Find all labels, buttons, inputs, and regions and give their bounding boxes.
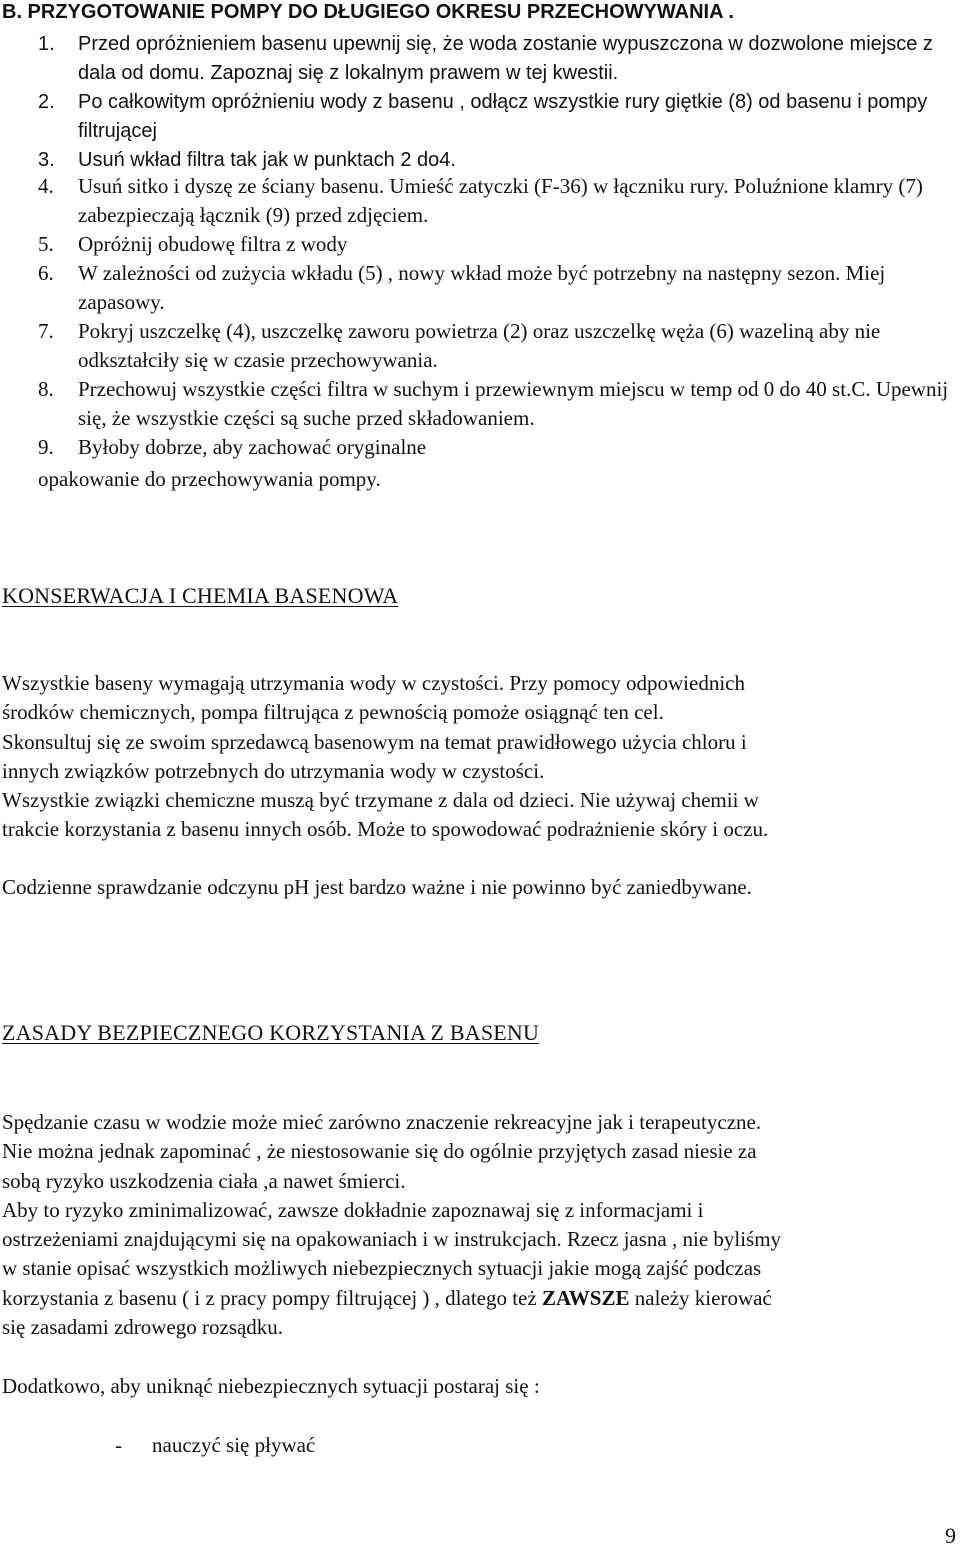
paragraph-line: Wszystkie związki chemiczne muszą być trzymane z dala od dzieci. Nie używaj chemii w [2, 788, 759, 813]
list-item [0, 433, 958, 462]
list-item-number: 2. [38, 91, 55, 113]
list-item [0, 230, 958, 259]
list-item-number: 5. [38, 232, 54, 256]
paragraph-line: Spędzanie czasu w wodzie może mieć zarówno znaczenie rekreacyjne jak i terapeutyczne. [2, 1110, 762, 1134]
paragraph-line: innych związków potrzebnych do utrzymania wody w czystości. [2, 758, 545, 783]
paragraph-line: Aby to ryzyko zminimalizować, zawsze dokładnie zapoznawaj się z informacjami i [2, 1197, 704, 1222]
list-item-text: Po całkowitym opróżnieniu wody z basenu , odłącz wszystkie rury giętkie (8) od basenu i pompy filtrującej [78, 91, 928, 142]
list-item-text: Byłoby dobrze, aby zachować oryginalne [78, 435, 427, 459]
list-item-text: Usuń sitko i dyszę ze ściany basenu. Umieść zatyczki (F-36) w łączniku rury. Poluźnione klamry (7) zabezpieczają łącznik (9) przed zdjęciem. [78, 174, 923, 227]
paragraph-line: trakcie korzystania z basenu innych osób. Może to spowodować podrażnienie skóry i oczu. [2, 817, 769, 842]
paragraph-line: ostrzeżeniami znajdującymi się na opakowaniach i w instrukcjach. Rzecz jasna , nie byliśmy [2, 1227, 782, 1252]
emphasis-always: ZAWSZE [541, 1285, 630, 1310]
konserwacja-paragraph [2, 669, 932, 845]
list-item-text: Usuń wkład filtra tak jak w punktach 2 do4. [78, 149, 456, 171]
list-item [0, 317, 958, 375]
line-text: korzystania z basenu ( i z pracy pompy filtrującej ) , dlatego też [2, 1285, 537, 1310]
paragraph-line: Wszystkie baseny wymagają utrzymania wody w czystości. Przy pomocy odpowiednich [2, 671, 745, 695]
paragraph-line: środków chemicznych, pompa filtrująca z pewnością pomoże osiągnąć ten cel. [2, 700, 664, 725]
dash-bullet: - [115, 1433, 122, 1457]
ph-check-paragraph: Codzienne sprawdzanie odczynu pH jest bardzo ważne i nie powinno być zaniedbywane. [2, 875, 752, 899]
section-b-title: B. PRZYGOTOWANIE POMPY DO DŁUGIEGO OKRESU PRZECHOWYWANIA . [2, 1, 734, 23]
storage-steps-list-part2 [0, 172, 958, 462]
page-number: 9 [945, 1523, 956, 1548]
list-item [0, 172, 958, 230]
paragraph-line: się zasadami zdrowego rozsądku. [2, 1315, 284, 1340]
list-item-number: 3. [38, 149, 55, 171]
list-item [0, 146, 958, 175]
additional-advice-paragraph: Dodatkowo, aby uniknąć niebezpiecznych sytuacji postaraj się : [2, 1374, 540, 1398]
list-item-number: 7. [38, 319, 54, 343]
list-item-text: Opróżnij obudowę filtra z wody [78, 232, 348, 256]
list-item-text: W zależności od zużycia wkładu (5) , nowy wkład może być potrzebny na następny sezon. Miej zapasowy. [78, 261, 886, 314]
list-item-text: Przechowuj wszystkie części filtra w suchym i przewiewnym miejscu w temp od 0 do 40 st.C. Upewnij się, że wszystkie części są suche przed składowaniem. [78, 377, 949, 430]
konserwacja-heading: KONSERWACJA I CHEMIA BASENOWA [2, 583, 399, 608]
paragraph-line: Skonsultuj się ze swoim sprzedawcą basenowym na temat prawidłowego użycia chloru i [2, 729, 747, 754]
paragraph-line: w stanie opisać wszystkich możliwych niebezpiecznych sytuacji jakie mogą zajść podczas [2, 1256, 762, 1281]
paragraph-line [2, 1284, 932, 1313]
list-item-number: 4. [38, 174, 54, 198]
list-item [0, 259, 958, 317]
storage-steps-list-part1 [0, 30, 958, 175]
list-item-number: 8. [38, 377, 54, 401]
zasady-heading: ZASADY BEZPIECZNEGO KORZYSTANIA Z BASENU [2, 1020, 540, 1045]
list-item-number: 6. [38, 261, 54, 285]
zasady-paragraph [2, 1108, 932, 1342]
line-text: należy kierować [634, 1285, 772, 1310]
list-item-text: Pokryj uszczelkę (4), uszczelkę zaworu powietrza (2) oraz uszczelkę węża (6) wazeliną aby nie odkształciły się w czasie przechowywania. [78, 319, 881, 372]
list-continuation-text: opakowanie do przechowywania pompy. [38, 467, 381, 491]
dash-list-item [115, 1431, 315, 1460]
list-item-number: 1. [38, 33, 55, 55]
list-item [0, 88, 958, 146]
list-item [0, 30, 958, 88]
list-item-text: Przed opróżnieniem basenu upewnij się, że woda zostanie wypuszczona w dozwolone miejsce z dala od domu. Zapoznaj się z lokalnym prawem w tej kwestii. [78, 33, 933, 84]
paragraph-line: sobą ryzyko uszkodzenia ciała ,a nawet śmierci. [2, 1168, 406, 1193]
list-item [0, 375, 958, 433]
paragraph-line: Nie można jednak zapominać , że niestosowanie się do ogólnie przyjętych zasad niesie za [2, 1139, 757, 1164]
list-item-number: 9. [38, 435, 54, 459]
dash-item-text: nauczyć się pływać [152, 1433, 316, 1457]
